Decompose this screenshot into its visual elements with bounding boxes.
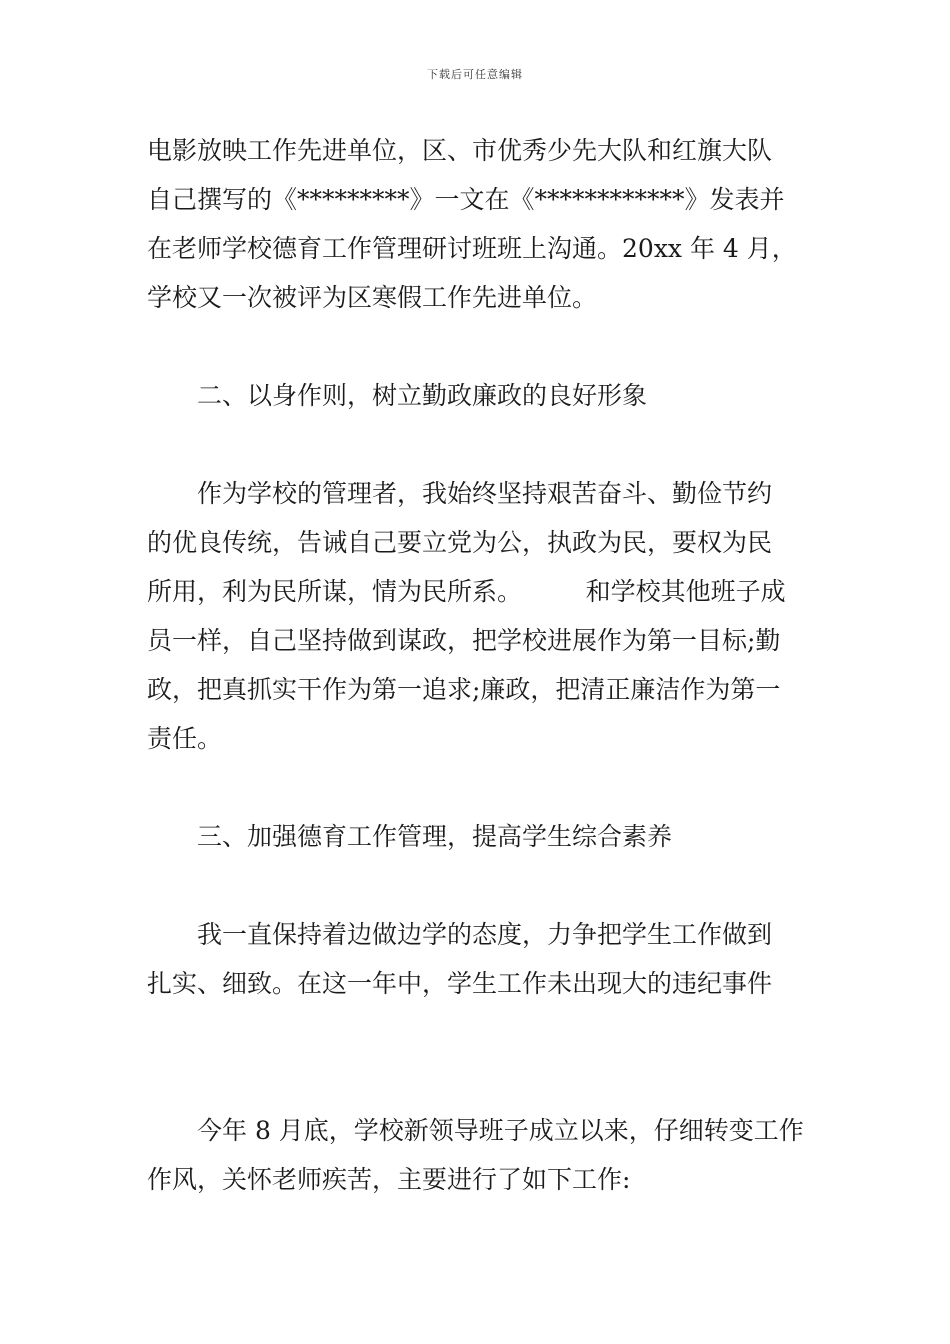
text-line: 所用，利为民所谋，情为民所系。 和学校其他班子成 bbox=[147, 577, 786, 606]
paragraph-4 bbox=[147, 1106, 807, 1204]
paragraph-2 bbox=[147, 469, 807, 763]
section-heading-3: 三、加强德育工作管理，提高学生综合素养 bbox=[197, 822, 673, 851]
text-line: 自己撰写的《*********》一文在《************》发表并 bbox=[147, 185, 785, 214]
text-line: 今年 8 月底，学校新领导班子成立以来，仔细转变工作 bbox=[197, 1116, 804, 1145]
text-line: 扎实、细致。在这一年中，学生工作未出现大的违纪事件 bbox=[147, 969, 773, 998]
paragraph-1 bbox=[147, 126, 807, 322]
paragraph-3 bbox=[147, 910, 807, 1008]
text-line: 学校又一次被评为区寒假工作先进单位。 bbox=[147, 283, 598, 312]
text-line: 我一直保持着边做边学的态度，力争把学生工作做到 bbox=[197, 920, 773, 949]
section-heading-2: 二、以身作则，树立勤政廉政的良好形象 bbox=[197, 381, 648, 410]
text-line: 在老师学校德育工作管理研讨班班上沟通。20xx 年 4 月， bbox=[147, 234, 797, 263]
text-line: 作风，关怀老师疾苦，主要进行了如下工作: bbox=[147, 1165, 631, 1194]
page-header: 下载后可任意编辑 bbox=[427, 68, 523, 81]
document-body bbox=[147, 126, 807, 1204]
text-line: 作为学校的管理者，我始终坚持艰苦奋斗、勤俭节约 bbox=[197, 479, 773, 508]
text-line: 员一样，自己坚持做到谋政，把学校进展作为第一目标;勤 bbox=[147, 626, 781, 655]
text-line: 政，把真抓实干作为第一追求;廉政，把清正廉洁作为第一 bbox=[147, 675, 781, 704]
text-line: 责任。 bbox=[147, 724, 223, 753]
text-line: 电影放映工作先进单位，区、市优秀少先大队和红旗大队 bbox=[147, 136, 773, 165]
text-line: 的优良传统，告诫自己要立党为公，执政为民，要权为民 bbox=[147, 528, 773, 557]
